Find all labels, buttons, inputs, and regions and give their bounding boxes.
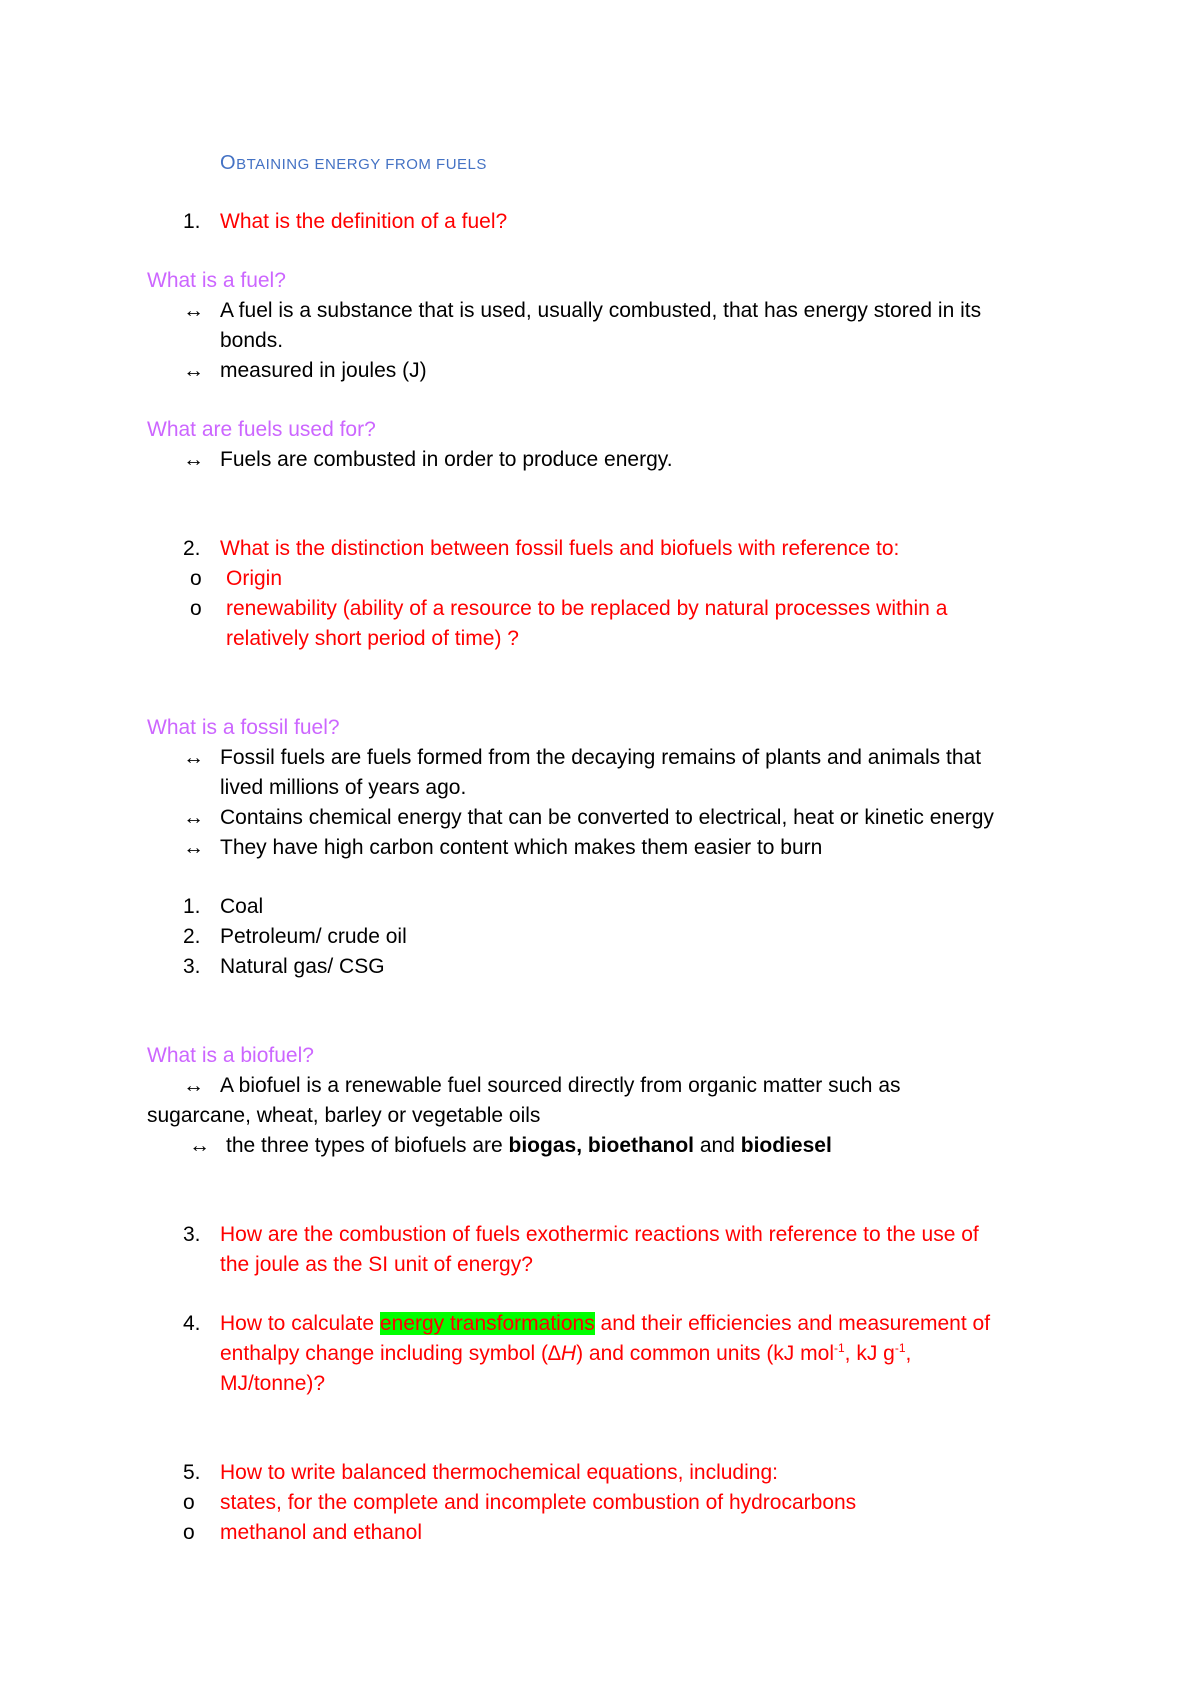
fossil-point: Contains chemical energy that can be converted to electrical, heat or kinetic energy: [220, 806, 994, 829]
arrow-icon: ↔: [183, 1074, 204, 1097]
question-5-bullet: states, for the complete and incomplete combustion of hydrocarbons: [220, 1491, 857, 1514]
question-3-cont: the joule as the SI unit of energy?: [220, 1253, 533, 1276]
arrow-icon: ↔: [183, 448, 204, 471]
heading-fossil-fuel: What is a fossil fuel?: [147, 716, 340, 739]
fossil-point: lived millions of years ago.: [220, 776, 467, 799]
highlighted-text: energy transformations: [379, 1312, 595, 1335]
fossil-point: Fossil fuels are fuels formed from the decaying remains of plants and animals that: [220, 746, 982, 769]
list-item: Natural gas/ CSG: [220, 955, 385, 978]
arrow-icon: ↔: [183, 746, 204, 769]
question-5: How to write balanced thermochemical equations, including:: [220, 1461, 778, 1484]
arrow-icon: ↔: [183, 806, 204, 829]
page-title: OBTAINING ENERGY FROM FUELS: [220, 152, 487, 174]
question-2-bullet: Origin: [226, 567, 283, 590]
question-2-bullet-cont: relatively short period of time) ?: [226, 627, 519, 650]
question-number: 3.: [183, 1223, 201, 1246]
question-number: 2.: [183, 537, 201, 560]
list-number: 3.: [183, 955, 201, 978]
bullet-icon: o: [183, 1521, 195, 1544]
question-5-bullet: methanol and ethanol: [220, 1521, 422, 1544]
arrow-icon: ↔: [189, 1134, 210, 1157]
question-number: 1.: [183, 210, 201, 233]
heading-what-is-fuel: What is a fuel?: [147, 269, 286, 292]
heading-biofuel: What is a biofuel?: [147, 1044, 314, 1067]
arrow-icon: ↔: [183, 359, 204, 382]
fuel-point: measured in joules (J): [220, 359, 427, 382]
question-number: 4.: [183, 1312, 201, 1335]
biofuel-point-cont: sugarcane, wheat, barley or vegetable oils: [147, 1104, 541, 1127]
list-item: Petroleum/ crude oil: [220, 925, 407, 948]
question-4: How to calculate energy transformations and their efficiencies and measurement of: [220, 1312, 991, 1335]
question-number: 5.: [183, 1461, 201, 1484]
heading-fuels-used-for: What are fuels used for?: [147, 418, 376, 441]
bullet-icon: o: [190, 597, 202, 620]
list-number: 1.: [183, 895, 201, 918]
question-4-cont: MJ/tonne)?: [220, 1372, 326, 1395]
fuel-point: bonds.: [220, 329, 284, 352]
question-4-cont: enthalpy change including symbol (∆H) and common units (kJ mol$^{-1}$, kJ $g^{-1}$,: [220, 1341, 912, 1365]
biofuel-point: A biofuel is a renewable fuel sourced directly from organic matter such as: [220, 1074, 901, 1097]
fossil-point: They have high carbon content which makes them easier to burn: [220, 836, 823, 859]
arrow-icon: ↔: [183, 836, 204, 859]
question-1: What is the definition of a fuel?: [220, 210, 508, 233]
bullet-icon: o: [190, 567, 202, 590]
list-item: Coal: [220, 895, 264, 918]
used-point: Fuels are combusted in order to produce energy.: [220, 448, 673, 471]
question-3: How are the combustion of fuels exothermic reactions with reference to the use of: [220, 1223, 979, 1246]
bullet-icon: o: [183, 1491, 195, 1514]
question-2: What is the distinction between fossil fuels and biofuels with reference to:: [220, 537, 900, 560]
fuel-point: A fuel is a substance that is used, usually combusted, that has energy stored in its: [220, 299, 982, 322]
biofuel-types: the three types of biofuels are biogas, bioethanol and biodiesel: [226, 1134, 832, 1157]
arrow-icon: ↔: [183, 299, 204, 322]
question-2-bullet: renewability (ability of a resource to be replaced by natural processes within a: [226, 597, 948, 620]
list-number: 2.: [183, 925, 201, 948]
